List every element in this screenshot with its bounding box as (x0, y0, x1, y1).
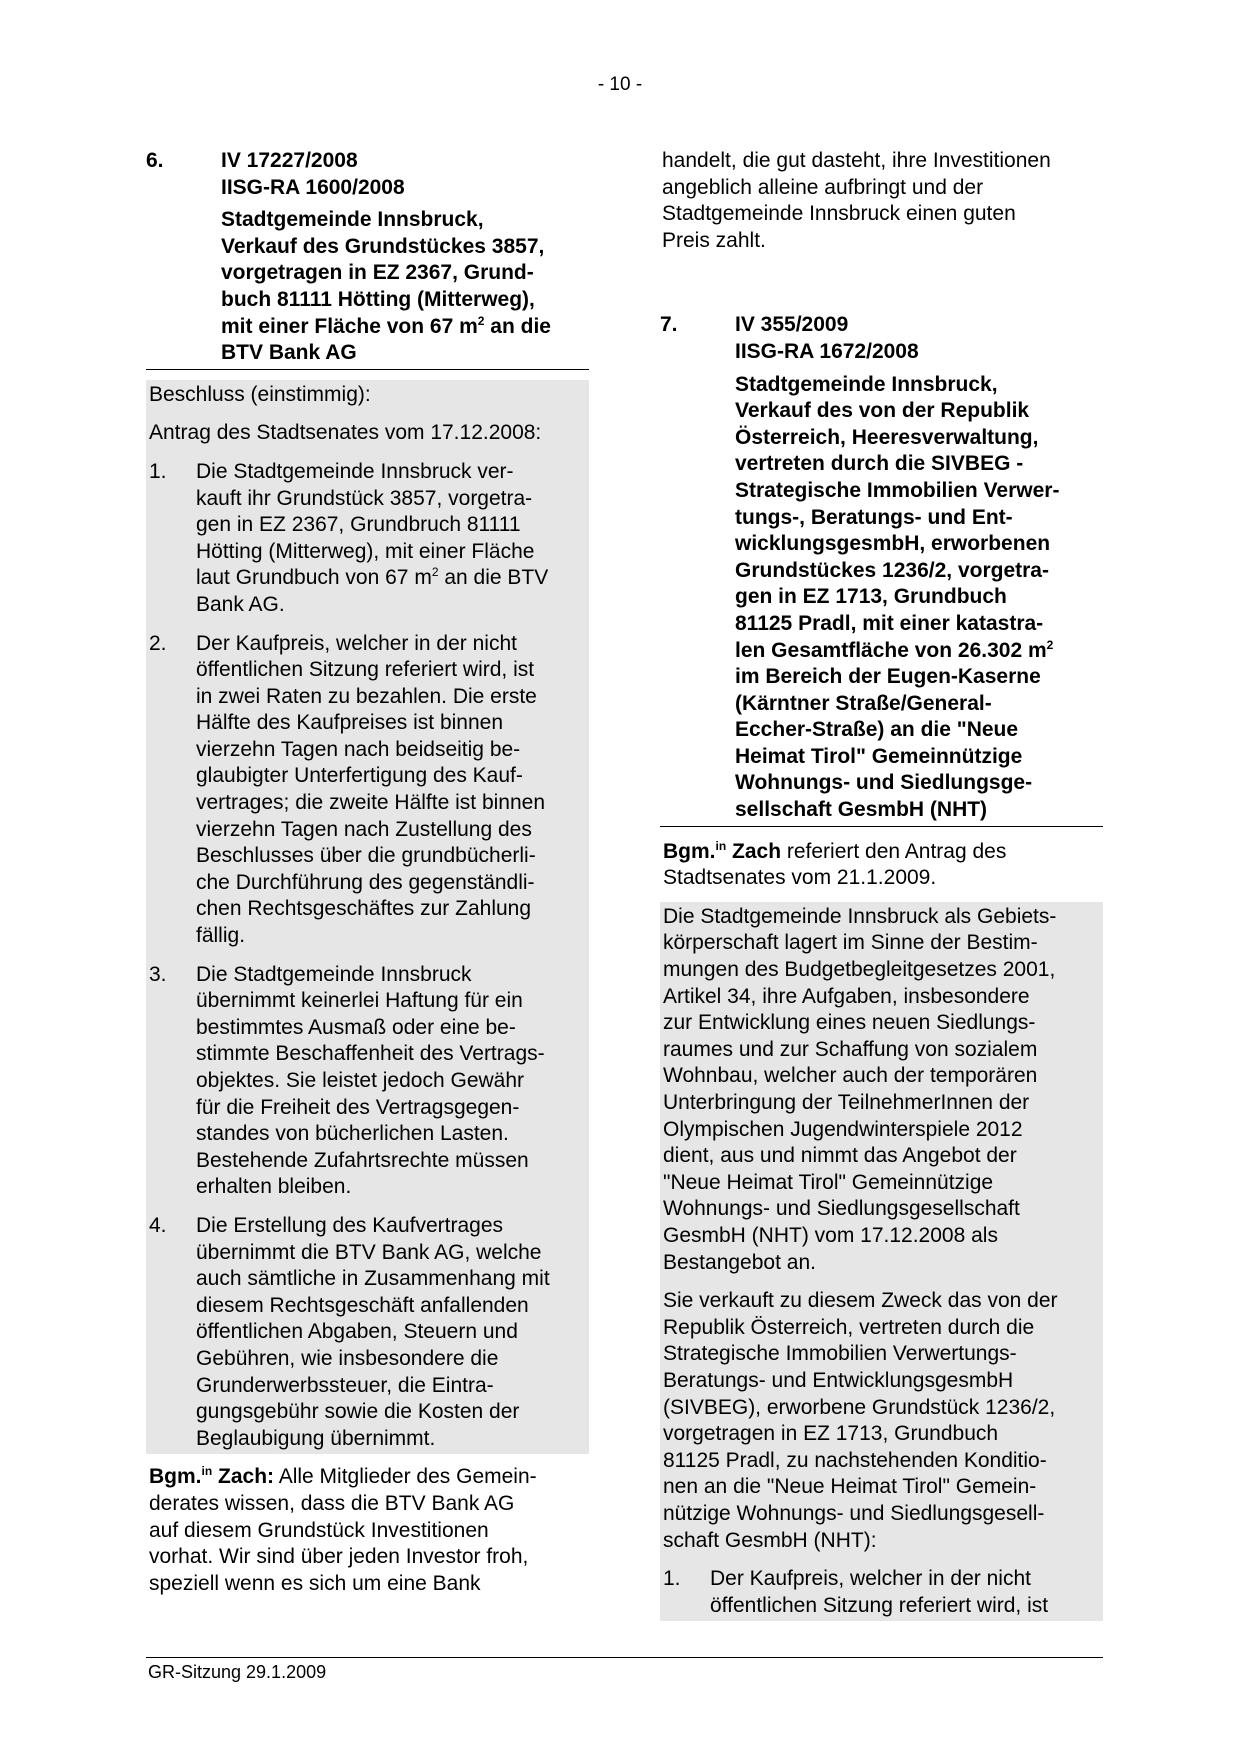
item-reference: IV 355/2009 (735, 313, 849, 337)
speech-text: Alle Mitglieder des Gemein- derates wissen, dass die BTV Bank AG auf diesem Grundstück Investitionen vorhat. Wir sind über jeden Investor froh, speziell wenn es sich um eine Bank (149, 1465, 537, 1595)
subject-line: 81125 Pradl, mit einer katastra- (735, 611, 1044, 635)
subject-line: Wohnungs- und Siedlungsge- (735, 771, 1033, 795)
list-item-number: 3. (149, 962, 167, 986)
superscript: in (201, 1464, 213, 1479)
list-item-number: 4. (149, 1213, 167, 1237)
item-reference: IISG-RA 1672/2008 (735, 339, 919, 363)
footer-text: GR-Sitzung 29.1.2009 (148, 1662, 327, 1682)
superscript: in (715, 838, 727, 853)
subject-line: Verkauf des Grundstückes 3857, (221, 234, 545, 258)
item-reference: IV 17227/2008 (221, 149, 358, 172)
right-column (660, 148, 1103, 1621)
subject-line: Grundstückes 1236/2, vorgetra- (735, 558, 1049, 582)
superscript: 2 (477, 313, 485, 328)
subject-line: im Bereich der Eugen-Kaserne (735, 665, 1041, 689)
item-number: 6. (146, 149, 164, 172)
list-item-text: Der Kaufpreis, welcher in der nicht öffentlichen Sitzung referiert wird, ist in zwei Raten zu bezahlen. Die erste Hälfte des Kaufpreises ist binnen vierzehn Tagen nach beidseitig be- glaubigter Unterfertigung des Kauf- vertrages; die zweite Hälfte ist binnen vierzehn Tagen nach Zustellung des Beschlusses über die grundbücherli- che Durchführung des gegenständli- chen Rechtsgeschäftes zur Zahlung fällig. (196, 631, 546, 948)
subject-line: wicklungsgesmbH, erworbenen (735, 532, 1051, 556)
list-item-text: Der Kaufpreis, welcher in der nicht öffentlichen Sitzung referiert wird, ist (710, 1567, 1049, 1617)
subject-line: an die (484, 314, 551, 338)
resolution-paragraph: Die Stadtgemeinde Innsbruck als Gebiets- körperschaft lagert im Sinne der Bestim- mungen des Budgetbegleitgesetzes 2001, Artikel 34, ihre Aufgaben, insbesondere zur Entwicklung eines neuen Siedlungs- raumes und zur Schaffung von sozialem Wohnbau, welcher auch der temporären Unterbringung der TeilnehmerInnen der Olympischen Jugendwinterspiele 2012 dient, aus und nimmt das Angebot der "Neue Heimat Tirol" Gemeinnützige Wohnungs- und Siedlungsgesellschaft GesmbH (NHT) vom 17.12.2008 als Bestangebot an. (663, 904, 1057, 1274)
subject-line: Eccher-Straße) an die "Neue (735, 718, 1019, 742)
list-item (149, 1213, 586, 1452)
item-7-header (660, 312, 1103, 365)
list-item-number: 2. (149, 631, 167, 655)
item-reference: IISG-RA 1600/2008 (221, 175, 405, 199)
superscript: 2 (431, 565, 439, 580)
speech-continuation: handelt, die gut dasteht, ihre Investitionen angeblich alleine aufbringt und der Stadtgemeinde Innsbruck einen guten Preis zahlt. (662, 149, 1051, 252)
subject-line: (Kärntner Straße/General- (735, 691, 992, 715)
item-number: 7. (660, 313, 678, 337)
subject-line: BTV Bank AG (221, 341, 357, 365)
list-item-text-part: Die Stadtgemeinde Innsbruck ver- kauft ihr Grundstück 3857, vorgetra- gen in EZ 2367, Grundbruch 81111 Hötting (Mitterweg), mit einer Fläche laut Grundbuch von 67 m (196, 459, 535, 590)
subject-line: Verkauf des von der Republik (735, 399, 1030, 423)
list-item-text: Die Erstellung des Kaufvertrages übernimmt die BTV Bank AG, welche auch sämtliche in Zusammenhang mit diesem Rechtsgeschäft anfallenden öffentlichen Abgaben, Steuern und Gebühren, wie insbesondere die Grunderwerbssteuer, die Eintra- gungsgebühr sowie die Kosten der Beglaubigung übernimmt. (196, 1213, 550, 1450)
motion-label: Antrag des Stadtsenates vom 17.12.2008: (149, 421, 542, 445)
speaker-name: Zach: (212, 1465, 275, 1489)
subject-line: Stadtgemeinde Innsbruck, (735, 372, 998, 396)
resolution-paragraph: Sie verkauft zu diesem Zweck das von der Republik Österreich, vertreten durch die Strategische Immobilien Verwertungs- Beratungs- und EntwicklungsgesmbH (SIVBEG), erworbene Grundstück 1236/2, vorgetragen in EZ 1713, Grundbuch 81125 Pradl, zu nachstehenden Konditio- nen an die "Neue Heimat Tirol" Gemein- nützige Wohnungs- und Siedlungsgesell- schaft GesmbH (NHT): (663, 1289, 1058, 1552)
resolution-block (146, 380, 589, 1455)
subject-line: Heimat Tirol" Gemeinnützige (735, 744, 1023, 768)
resolution-label: Beschluss (einstimmig): (149, 382, 371, 406)
item-6-subject (146, 207, 589, 370)
item-7-subject (660, 372, 1103, 827)
list-item (149, 962, 586, 1201)
subject-line: mit einer Fläche von 67 m (221, 314, 478, 338)
subject-line: Stadtgemeinde Innsbruck, (221, 208, 484, 232)
subject-line: Strategische Immobilien Verwer- (735, 478, 1060, 502)
speech-text: referiert den Antrag des Stadtsenates vom 21.1.2009. (663, 839, 1007, 890)
speaker-title: Bgm. (149, 1465, 202, 1489)
subject-line: gen in EZ 1713, Grundbuch (735, 585, 1007, 609)
list-item (149, 631, 586, 950)
list-item-text (196, 459, 586, 619)
page-number: - 10 - (597, 74, 643, 95)
speaker-name: Zach (726, 839, 782, 863)
list-item-text: Die Stadtgemeinde Innsbruck übernimmt keinerlei Haftung für ein bestimmtes Ausmaß oder eine be- stimmte Beschaffenheit des Vertrags- objektes. Sie leistet jedoch Gewähr für die Freiheit des Vertragsgegen- standes von bücherlichen Lasten. Bestehende Zufahrtsrechte müssen erhalten bleiben. (196, 962, 545, 1199)
superscript: 2 (1046, 637, 1054, 652)
subject-line: buch 81111 Hötting (Mitterweg), (221, 287, 535, 311)
subject-line: Österreich, Heeresverwaltung, (735, 425, 1039, 449)
list-item-text-part: an die BTV Bank AG. (196, 566, 549, 616)
footer-divider (146, 1657, 1103, 1658)
list-item-number: 1. (663, 1567, 681, 1591)
item-6-header (146, 148, 589, 201)
subject-line: vorgetragen in EZ 2367, Grund- (221, 261, 534, 285)
speaker-statement (660, 839, 1103, 892)
resolution-block (660, 902, 1103, 1621)
list-item (149, 459, 586, 619)
speaker-statement (146, 1464, 589, 1597)
list-item-number: 1. (149, 459, 167, 483)
subject-line: tungs-, Beratungs- und Ent- (735, 505, 1013, 529)
subject-line: len Gesamtfläche von 26.302 m (735, 638, 1047, 662)
subject-line: sellschaft GesmbH (NHT) (735, 798, 988, 822)
speaker-title: Bgm. (663, 839, 716, 863)
subject-line: vertreten durch die SIVBEG - (735, 452, 1024, 476)
left-column (146, 148, 589, 1597)
list-item (663, 1566, 1100, 1619)
